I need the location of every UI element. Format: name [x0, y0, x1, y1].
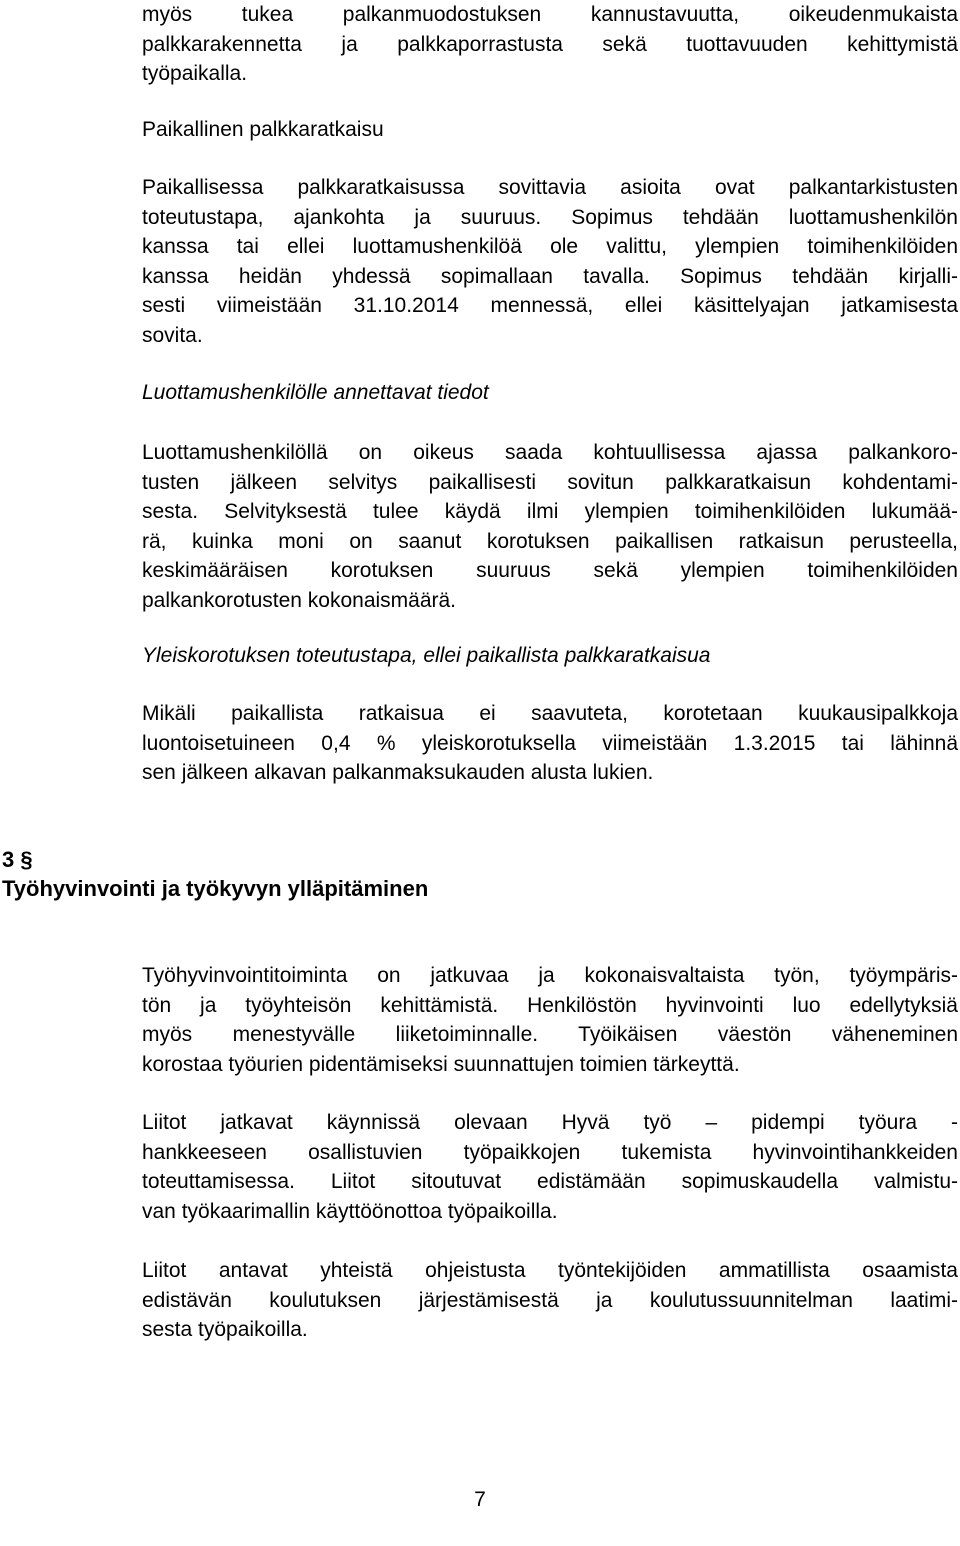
general-increase-heading: Yleiskorotuksen toteutustapa, ellei paikallista palkkaratkaisua — [142, 644, 711, 667]
paragraph-line: sesta. Selvityksestä tulee käydä ilmi ylempien toimihenkilöiden lukumää- — [142, 500, 958, 523]
local-settlement-paragraph — [142, 173, 958, 350]
paragraph-line: Työhyvinvointitoiminta on jatkuvaa ja kokonaisvaltaista työn, työympäris- — [142, 964, 958, 987]
paragraph-line: kanssa tai ellei luottamushenkilöä ole valittu, ylempien toimihenkilöiden — [142, 235, 958, 258]
paragraph-line: Paikallisessa palkkaratkaisussa sovittavia asioita ovat palkantarkistusten — [142, 176, 958, 199]
paragraph-line: tusten jälkeen selvitys paikallisesti sovitun palkkaratkaisun kohdentami- — [142, 470, 958, 494]
paragraph-line: van työkaarimallin käyttöönottoa työpaikoilla. — [142, 1199, 558, 1223]
wellbeing-paragraph-3 — [142, 1256, 958, 1345]
paragraph-line: Mikäli paikallista ratkaisua ei saavuteta, korotetaan kuukausipalkkoja — [142, 702, 958, 725]
paragraph-line: työpaikalla. — [142, 62, 248, 85]
paragraph-line: keskimääräisen korotuksen suuruus sekä ylempien toimihenkilöiden — [142, 559, 958, 582]
paragraph-line: myös menestyvälle liiketoiminnalle. Työikäisen väestön väheneminen — [142, 1023, 958, 1046]
paragraph-line: luontoisetuineen 0,4 % yleiskorotuksella viimeistään 1.3.2015 tai lähinnä — [142, 731, 958, 755]
local-settlement-heading: Paikallinen palkkaratkaisu — [142, 118, 384, 141]
paragraph-line: sesti viimeistään 31.10.2014 mennessä, ellei käsittelyajan jatkamisesta — [142, 294, 958, 317]
shop-steward-heading: Luottamushenkilölle annettavat tiedot — [142, 381, 489, 404]
paragraph-line: Liitot antavat yhteistä ohjeistusta työntekijöiden ammatillista osaamista — [142, 1259, 958, 1282]
paragraph-line: Luottamushenkilöllä on oikeus saada kohtuullisessa ajassa palkankoro- — [142, 441, 958, 464]
wellbeing-paragraph-2 — [142, 1108, 958, 1226]
paragraph-line: sovita. — [142, 323, 203, 347]
page-number: 7 — [474, 1488, 486, 1511]
paragraph-line: sen jälkeen alkavan palkanmaksukauden alusta lukien. — [142, 761, 654, 784]
paragraph-line: tön ja työyhteisön kehittämistä. Henkilöstön hyvinvointi luo edellytyksiä — [142, 993, 958, 1017]
paragraph-line: palkkarakennetta ja palkkaporrastusta sekä tuottavuuden kehittymistä — [142, 32, 958, 56]
paragraph-line: hankkeeseen osallistuvien työpaikkojen tukemista hyvinvointihankkeiden — [142, 1140, 958, 1164]
intro-paragraph — [142, 0, 958, 89]
paragraph-line: sesta työpaikoilla. — [142, 1318, 308, 1341]
paragraph-line: edistävän koulutuksen järjestämisestä ja koulutussuunnitelman laatimi- — [142, 1288, 958, 1312]
section-number: 3 § — [2, 847, 33, 872]
paragraph-line: toteutustapa, ajankohta ja suuruus. Sopimus tehdään luottamushenkilön — [142, 205, 958, 229]
paragraph-line: Liitot jatkavat käynnissä olevaan Hyvä työ – pidempi työura - — [142, 1111, 958, 1134]
paragraph-line: myös tukea palkanmuodostuksen kannustavuutta, oikeudenmukaista — [142, 3, 958, 26]
section-title: Työhyvinvointi ja työkyvyn ylläpitäminen — [2, 876, 429, 901]
paragraph-line: korostaa työurien pidentämiseksi suunnattujen toimien tärkeyttä. — [142, 1052, 740, 1076]
paragraph-line: palkankorotusten kokonaismäärä. — [142, 588, 457, 612]
paragraph-line: rä, kuinka moni on saanut korotuksen paikallisen ratkaisun perusteella, — [142, 529, 958, 553]
shop-steward-paragraph — [142, 438, 958, 615]
general-increase-paragraph — [142, 699, 958, 788]
paragraph-line: kanssa heidän yhdessä sopimallaan tavalla. Sopimus tehdään kirjalli- — [142, 264, 958, 288]
paragraph-line: toteuttamisessa. Liitot sitoutuvat edistämään sopimuskaudella valmistu- — [142, 1170, 958, 1193]
wellbeing-paragraph-1 — [142, 961, 958, 1079]
